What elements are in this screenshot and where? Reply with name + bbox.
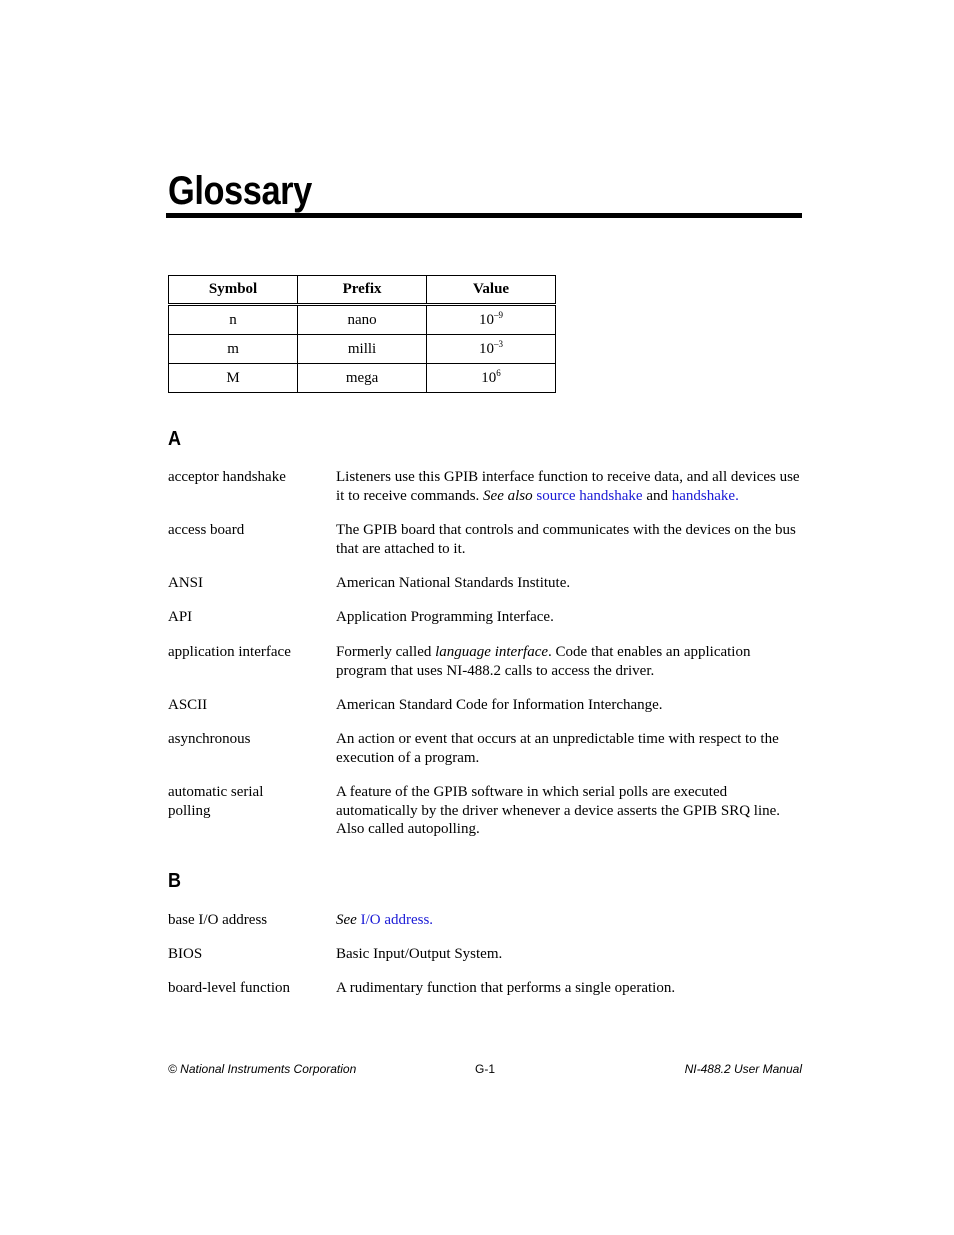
column-header-prefix: Prefix xyxy=(298,276,427,305)
glossary-term: acceptor handshake xyxy=(168,469,286,485)
definition-text: Listeners use this GPIB interface function to receive data, and all devices use it to receive commands. xyxy=(336,469,800,504)
link-source-handshake[interactable]: source handshake xyxy=(536,487,643,504)
column-header-symbol: Symbol xyxy=(169,276,298,305)
cell-prefix: nano xyxy=(298,305,427,335)
glossary-term: asynchronous xyxy=(168,731,251,747)
glossary-definition xyxy=(336,468,802,505)
see-also-label: See also xyxy=(483,487,533,504)
definition-text: and xyxy=(642,487,672,504)
glossary-definition: An action or event that occurs at an unpredictable time with respect to the execution of a program. xyxy=(336,731,779,766)
table-header-row xyxy=(169,276,556,305)
footer-page-number: G-1 xyxy=(475,1062,496,1076)
column-header-value: Value xyxy=(427,276,556,305)
value-exponent: 6 xyxy=(496,367,501,378)
table-row xyxy=(169,305,556,335)
cell-symbol: m xyxy=(169,335,298,364)
prefix-table xyxy=(168,275,556,393)
title-rule xyxy=(166,213,802,218)
glossary-definition: A feature of the GPIB software in which serial polls are executed automatically by the driver whenever a device asserts the GPIB SRQ line. Also called autopolling. xyxy=(336,784,781,837)
value-exponent: –3 xyxy=(494,338,504,349)
glossary-definition xyxy=(336,643,802,680)
section-heading-b: B xyxy=(168,870,182,892)
page-title: Glossary xyxy=(168,169,312,213)
value-base: 10 xyxy=(479,311,495,328)
glossary-definition: American National Standards Institute. xyxy=(336,575,571,591)
footer-copyright: © National Instruments Corporation xyxy=(168,1062,357,1076)
glossary-definition: Application Programming Interface. xyxy=(336,609,554,625)
value-exponent: –9 xyxy=(494,309,504,320)
glossary-term: API xyxy=(168,609,193,625)
section-heading-a: A xyxy=(168,428,182,450)
glossary-term: application interface xyxy=(168,644,291,660)
cell-prefix: mega xyxy=(298,364,427,393)
glossary-definition: Basic Input/Output System. xyxy=(336,946,503,962)
glossary-term: automatic serial polling xyxy=(168,784,264,819)
value-base: 10 xyxy=(479,340,495,357)
table-row xyxy=(169,335,556,364)
glossary-term: ASCII xyxy=(168,697,208,713)
cell-prefix: milli xyxy=(298,335,427,364)
link-io-address[interactable]: I/O address. xyxy=(360,912,434,928)
glossary-term: access board xyxy=(168,522,245,538)
cell-value xyxy=(427,335,556,364)
glossary-definition: The GPIB board that controls and communicates with the devices on the bus that are attached to it. xyxy=(336,522,796,557)
glossary-definition xyxy=(336,911,802,930)
link-handshake[interactable]: handshake xyxy=(671,487,736,504)
definition-italic: language interface xyxy=(435,644,549,660)
glossary-definition: A rudimentary function that performs a single operation. xyxy=(336,980,676,996)
definition-text: Formerly called xyxy=(336,644,436,660)
cell-value xyxy=(427,364,556,393)
cell-value xyxy=(427,305,556,335)
value-base: 10 xyxy=(481,369,497,386)
definition-text: . Code that enables an application program that uses NI-488.2 calls to access the driver. xyxy=(336,644,751,679)
glossary-term: ANSI xyxy=(168,575,204,591)
glossary-term: BIOS xyxy=(168,946,203,962)
table-row xyxy=(169,364,556,393)
definition-text: . xyxy=(735,487,739,504)
cell-symbol: n xyxy=(169,305,298,335)
glossary-definition: American Standard Code for Information Interchange. xyxy=(336,697,663,713)
cell-symbol: M xyxy=(169,364,298,393)
glossary-term: board-level function xyxy=(168,980,291,996)
glossary-term: base I/O address xyxy=(168,912,268,928)
see-label: See xyxy=(336,912,357,928)
footer-manual-title: NI-488.2 User Manual xyxy=(684,1062,802,1076)
